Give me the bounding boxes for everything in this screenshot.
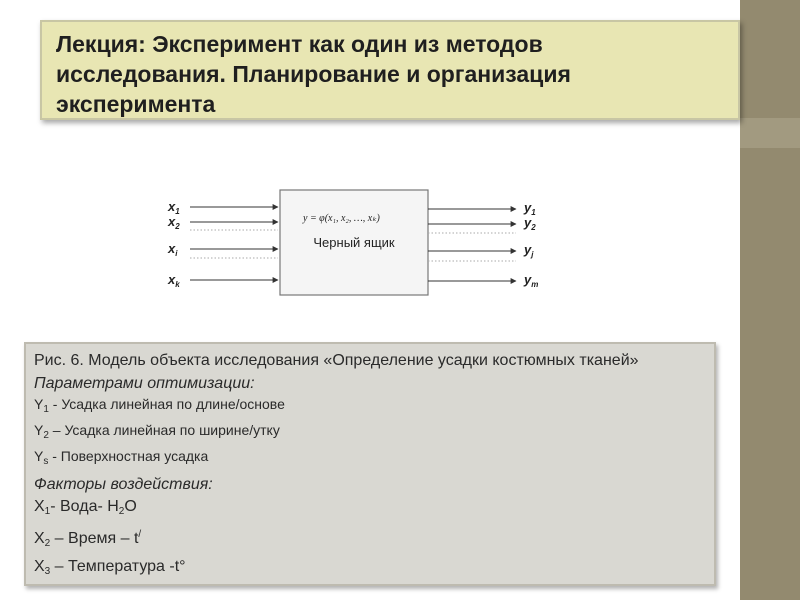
figure-caption: Рис. 6. Модель объекта исследования «Определение усадки костюмных тканей» xyxy=(34,352,639,369)
output-label-y2: $y_2$ xyxy=(524,215,536,232)
black-box-formula: y = φ(x₁, x₂, …, xₖ) xyxy=(303,213,380,224)
output-label-yj: $y_j$ xyxy=(524,242,534,259)
param-y1: $Y_1$ - Усадка линейная по длине/основе xyxy=(34,396,285,415)
slide-title xyxy=(56,29,724,119)
title-box xyxy=(40,20,740,120)
output-label-ym: $y_m$ xyxy=(524,272,539,289)
title-line-2: исследования. Планирование и организация xyxy=(56,61,571,87)
sidebar-accent-band xyxy=(740,118,800,148)
input-label-xk: $x_k$ xyxy=(168,272,180,289)
factor-x3: $X_3$ – Температура -t° xyxy=(34,558,186,577)
black-box-label: Черный ящик xyxy=(313,235,395,250)
factor-x2: $X_2$ – Время – t/ xyxy=(34,529,142,549)
param-y2: $Y_2$ – Усадка линейная по ширине/утку xyxy=(34,422,280,441)
input-label-xi: $x_i$ xyxy=(168,241,178,258)
right-sidebar-strip xyxy=(740,0,800,600)
optimization-header: Параметрами оптимизации: xyxy=(34,375,255,392)
factor-x1: $X_1-$ Вода- $H_2O$ xyxy=(34,498,137,517)
caption-box xyxy=(24,342,716,586)
output-label-y1: $y_1$ xyxy=(524,200,536,217)
input-label-x1: $x_1$ xyxy=(168,199,180,216)
input-label-x2: $x_2$ xyxy=(168,214,180,231)
factors-header: Факторы воздействия: xyxy=(34,476,213,493)
param-ys: $Y_s$ - Поверхностная усадка xyxy=(34,448,209,467)
black-box-diagram xyxy=(160,185,560,300)
title-line-1: Лекция: Эксперимент как один из методов xyxy=(56,31,543,57)
title-line-3: эксперимента xyxy=(56,91,216,117)
